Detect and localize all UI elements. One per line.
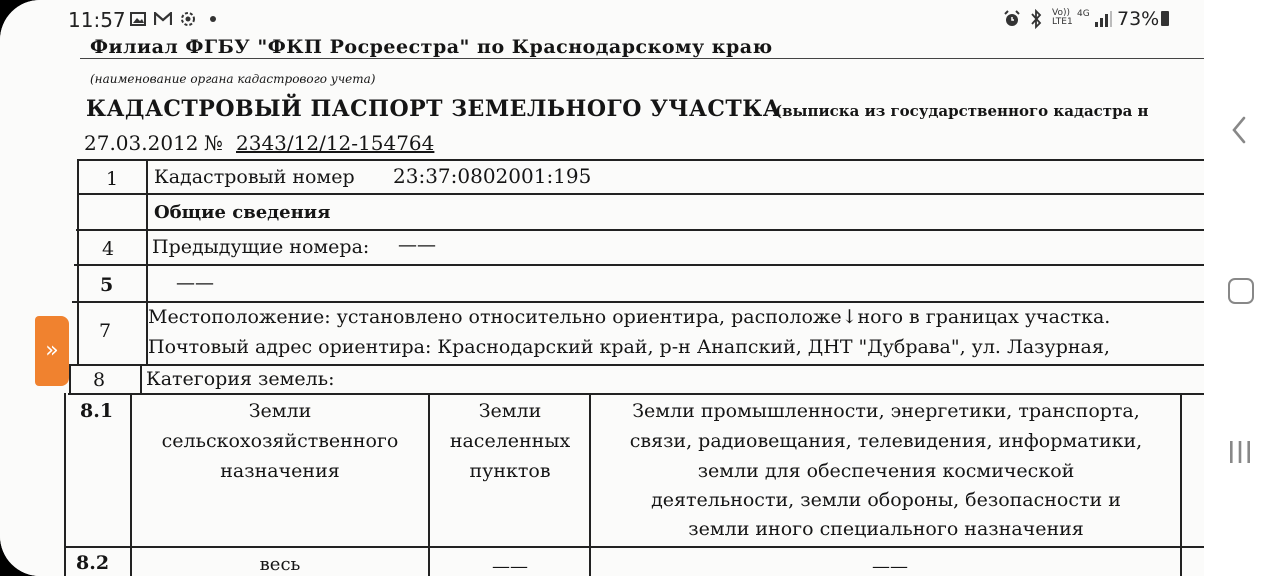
organization-name: Филиал ФГБУ "ФКП Росреестра" по Краснодарскому краю xyxy=(90,36,773,58)
row-5-value: —— xyxy=(176,272,214,294)
settlement-land-line: пунктов xyxy=(469,460,551,482)
dot-icon xyxy=(210,16,216,22)
gallery-icon xyxy=(130,12,146,26)
table-border xyxy=(146,159,148,365)
row-8-number: 8 xyxy=(93,369,106,391)
status-time: 11:57 xyxy=(68,8,126,32)
postal-address-text: Почтовый адрес ориентира: Краснодарский край, р-н Анапский, ДНТ "Дубрава", ул. Лазурная, xyxy=(148,336,1110,358)
row-8-2-area: весь xyxy=(259,554,301,575)
location-text: Местоположение: установлено относительно ориентира, расположе↓ного в границах участка. xyxy=(148,306,1111,328)
table-border xyxy=(70,364,1204,366)
recents-icon[interactable] xyxy=(1228,440,1252,464)
edge-panel-handle[interactable] xyxy=(35,316,69,386)
row-7-number: 7 xyxy=(99,320,112,342)
document-title: КАДАСТРОВЫЙ ПАСПОРТ ЗЕМЕЛЬНОГО УЧАСТКА xyxy=(86,96,782,122)
document-title-note: (выписка из государственного кадастра н xyxy=(775,102,1149,120)
table-border xyxy=(64,546,1204,548)
industrial-land-line: связи, радиовещания, телевидения, информатики, xyxy=(629,430,1143,452)
row-4-number: 4 xyxy=(102,238,115,260)
battery-icon xyxy=(1161,11,1169,26)
settlement-land-line: населенных xyxy=(449,430,571,452)
industrial-land-line: земли иного специального назначения xyxy=(688,518,1084,540)
settings-icon xyxy=(179,10,197,28)
row-8-2-settlement: —— xyxy=(492,556,528,576)
alarm-icon xyxy=(1003,10,1021,28)
table-border xyxy=(78,159,1204,161)
agricultural-land-line: назначения xyxy=(220,460,340,482)
table-border xyxy=(74,264,1204,266)
row-8-1-number: 8.1 xyxy=(80,400,114,422)
previous-numbers-value: —— xyxy=(398,234,436,256)
agricultural-land-line: сельскохозяйственного xyxy=(161,430,399,452)
table-border xyxy=(69,364,71,394)
home-icon[interactable] xyxy=(1228,278,1254,304)
table-border xyxy=(64,393,66,576)
table-border xyxy=(76,229,1204,231)
organization-underline xyxy=(80,58,1204,59)
organization-caption: (наименование органа кадастрового учета) xyxy=(90,72,376,86)
row-8-2-other: —— xyxy=(872,556,908,576)
gmail-icon xyxy=(154,12,172,26)
signal-icon xyxy=(1094,11,1112,27)
back-icon[interactable] xyxy=(1228,115,1252,145)
chevron-double-right-icon: » xyxy=(45,338,59,363)
bluetooth-icon xyxy=(1030,9,1042,29)
table-border xyxy=(1180,393,1182,576)
table-border xyxy=(140,364,142,394)
industrial-land-line: деятельности, земли обороны, безопасности и xyxy=(651,489,1121,511)
cadastral-number-value: 23:37:0802001:195 xyxy=(393,164,592,188)
document-number: 2343/12/12-154764 xyxy=(236,131,435,155)
industrial-land-line: земли для обеспечения космической xyxy=(697,460,1075,482)
status-bar xyxy=(0,0,1280,38)
network-generation: 4G xyxy=(1077,9,1090,19)
row-8-2-number: 8.2 xyxy=(76,552,110,574)
cadastral-number-label: Кадастровый номер xyxy=(154,166,355,188)
document-number-prefix: № xyxy=(204,131,223,155)
battery-level: 73% xyxy=(1117,8,1160,30)
general-info-heading: Общие сведения xyxy=(154,202,331,223)
settlement-land-line: Земли xyxy=(478,400,542,422)
previous-numbers-label: Предыдущие номера: xyxy=(152,236,370,258)
land-category-label: Категория земель: xyxy=(146,368,335,390)
table-border xyxy=(78,193,1204,195)
network-volte: Vo)) LTE1 xyxy=(1052,8,1073,27)
table-border xyxy=(68,393,1204,395)
row-5-number: 5 xyxy=(100,274,114,296)
industrial-land-line: Земли промышленности, энергетики, транспорта, xyxy=(632,400,1140,422)
table-border xyxy=(77,159,79,365)
document-date: 27.03.2012 xyxy=(84,131,199,155)
row-1-number: 1 xyxy=(106,168,119,190)
agricultural-land-line: Земли xyxy=(248,400,312,422)
table-border xyxy=(72,301,1204,303)
